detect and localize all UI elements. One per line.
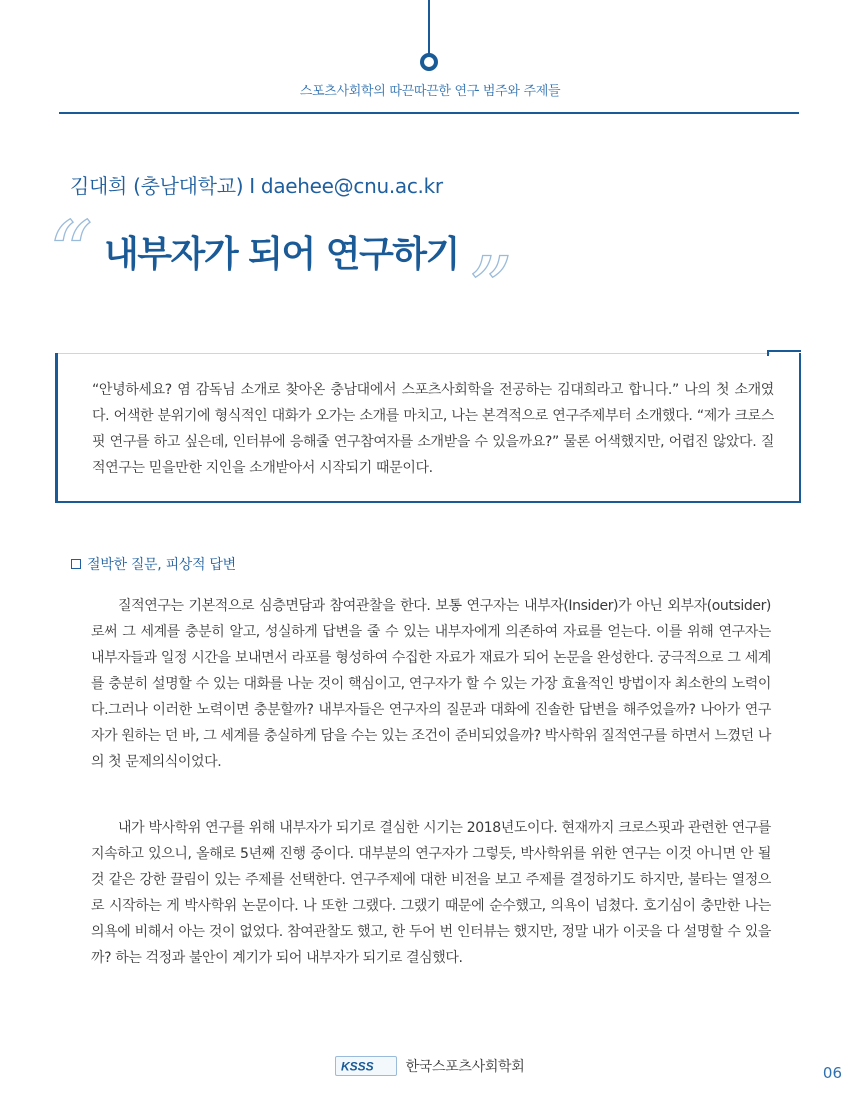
intro-box	[55, 353, 801, 503]
page-number: 06	[822, 1064, 842, 1082]
footer	[0, 1056, 860, 1076]
body-paragraph-2: 내가 박사학위 연구를 위해 내부자가 되기로 결심한 시기는 2018년도이다. 현재까지 크로스핏과 관련한 연구를 지속하고 있으니, 올해로 5년째 진행 중이다. 대부분의 연구자가 그렇듯, 박사학위를 위한 연구는 이것 아니면 안 될 것 같은 강한 끌림이 있는 주제를 선택한다. 연구주제에 대한 비전을 보고 주제를 결정하기도 하지만, 불타는 열정으로 시작하는 게 박사학위 논문이다. 나 또한 그랬다. 그랬기 때문에 순수했고, 의욕이 넘쳤다. 호기심이 충만한 나는 의욕에 비해서 아는 것이 없었다. 참여관찰도 했고, 한 두어 번 인터뷰는 했지만, 정말 내가 이곳을 다 설명할 수 있을까? 하는 걱정과 불안이 계기가 되어 내부자가 되기로 결심했다.	[91, 820, 771, 966]
ring-icon	[420, 53, 438, 71]
subheading	[71, 554, 236, 574]
author-line: 김대희 (충남대학교) I daehee@cnu.ac.kr	[70, 174, 443, 198]
ksss-logo	[335, 1056, 397, 1076]
top-connector-line	[428, 0, 430, 56]
close-quote-icon: ”	[468, 238, 513, 341]
ksss-logo-mark	[340, 1059, 392, 1073]
intro-box-top-line	[58, 353, 770, 354]
open-quote-icon: “	[48, 202, 93, 305]
ksss-logo-text: KSSS	[341, 1059, 375, 1073]
article-title: 내부자가 되어 연구하기	[104, 234, 459, 275]
intro-text: “안녕하세요? 염 감독님 소개로 찾아온 충남대에서 스포츠사회학을 전공하는 김대희라고 합니다.” 나의 첫 소개였다. 어색한 분위기에 형식적인 대화가 오가는 소개를 마치고, 나는 본격적으로 연구주제부터 소개했다. “제가 크로스핏 연구를 하고 싶은데, 인터뷰에 응해줄 연구참여자를 소개받을 수 있을까요?” 물론 어색했지만, 어렵진 않았다. 질적연구는 믿을만한 지인을 소개받아서 시작되기 때문이다.	[92, 382, 774, 476]
body-paragraph-1: 질적연구는 기본적으로 심층면담과 참여관찰을 한다. 보통 연구자는 내부자(Insider)가 아닌 외부자(outsider)로써 그 세계를 충분히 알고, 성실하게 답변을 줄 수 있는 내부자에게 의존하여 자료를 얻는다. 이를 위해 연구자는 내부자들과 일정 시간을 보내면서 라포를 형성하여 수집한 자료가 재료가 되어 논문을 완성한다. 궁극적으로 그 세계를 충분히 설명할 수 있는 대화를 나눈 것이 핵심이고, 연구자가 할 수 있는 가장 효율적인 방법이자 최소한의 노력이다.그러나 이러한 노력이면 충분할까? 내부자들은 연구자의 질문과 대화에 진솔한 답변을 해주었을까? 나아가 연구자가 원하는 던 바, 그 세계를 충실하게 담을 수는 있는 조건이 준비되었을까? 박사학위 질적연구를 하면서 느꼈던 나의 첫 문제의식이었다.	[91, 598, 771, 770]
header-divider	[59, 112, 799, 114]
subheading-label: 절박한 질문, 피상적 답변	[87, 557, 236, 573]
organization-name: 한국스포츠사회학회	[405, 1059, 525, 1075]
intro-box-corner-tab	[767, 350, 801, 356]
square-outline-icon	[71, 559, 81, 569]
section-title: 스포츠사회학의 따끈따끈한 연구 범주와 주제들	[299, 84, 561, 99]
